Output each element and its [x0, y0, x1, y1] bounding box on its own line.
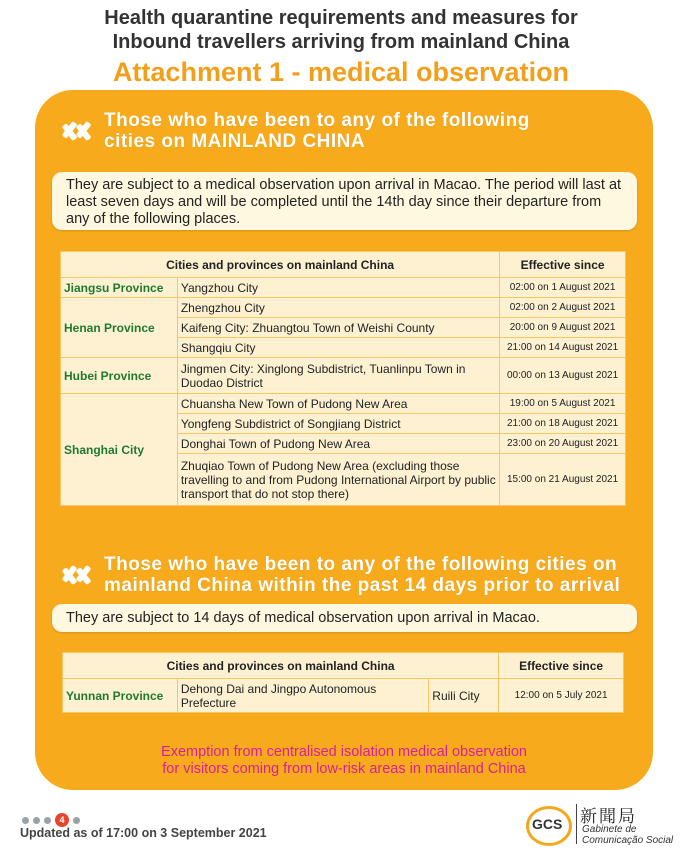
- section2-note: They are subject to 14 days of medical observation upon arrival in Macao.: [52, 604, 637, 632]
- city-cell: Ruili City: [429, 679, 499, 713]
- page-indicator: [22, 813, 80, 827]
- page-dot-active[interactable]: 4: [55, 813, 69, 827]
- gcs-logo-letters: GCS: [532, 816, 563, 832]
- updated-timestamp: Updated as of 17:00 on 3 September 2021: [20, 826, 267, 840]
- page-dot[interactable]: [44, 817, 51, 824]
- area-cell: Dehong Dai and Jingpo Autonomous Prefecture: [177, 679, 428, 713]
- logo-divider: [576, 804, 577, 844]
- col-header-cities: Cities and provinces on mainland China: [63, 653, 499, 679]
- double-chevron-icon: [62, 555, 100, 595]
- effective-cell: 21:00 on 14 August 2021: [500, 338, 626, 358]
- section2-title-line2: mainland China within the past 14 days prior to arrival: [104, 575, 621, 596]
- effective-cell: 02:00 on 2 August 2021: [500, 298, 626, 318]
- province-cell: Henan Province: [61, 298, 178, 358]
- table-row: [63, 679, 624, 713]
- province-cell: Shanghai City: [61, 394, 178, 506]
- effective-cell: 20:00 on 9 August 2021: [500, 318, 626, 338]
- section2-title-line1: Those who have been to any of the following cities on: [104, 554, 618, 575]
- table-row: [61, 298, 626, 318]
- section1-note: They are subject to a medical observation upon arrival in Macao. The period will last at least seven days and will be completed until the 14th day since their departure from any of the following places.: [52, 172, 637, 230]
- city-cell: Shangqiu City: [177, 338, 499, 358]
- logo-chinese-name: 新聞局: [580, 807, 637, 826]
- logo-portuguese-line1: Gabinete de: [582, 824, 637, 835]
- city-cell: Yangzhou City: [177, 278, 499, 298]
- province-cell: Jiangsu Province: [61, 278, 178, 298]
- gcs-logo: [510, 800, 680, 850]
- col-header-cities: Cities and provinces on mainland China: [61, 252, 500, 278]
- province-cell: Hubei Province: [61, 358, 178, 394]
- page-dot[interactable]: [33, 817, 40, 824]
- city-cell: Jingmen City: Xinglong Subdistrict, Tuanlinpu Town in Duodao District: [177, 358, 499, 394]
- effective-cell: 02:00 on 1 August 2021: [500, 278, 626, 298]
- city-cell: Chuansha New Town of Pudong New Area: [177, 394, 499, 414]
- effective-cell: 21:00 on 18 August 2021: [500, 414, 626, 434]
- city-cell: Zhengzhou City: [177, 298, 499, 318]
- section1-heading: [62, 110, 530, 152]
- section1-title-line2: cities on MAINLAND CHINA: [104, 131, 366, 152]
- effective-cell: 19:00 on 5 August 2021: [500, 394, 626, 414]
- city-cell: Zhuqiao Town of Pudong New Area (excluding those travelling to and from Pudong International Airport by public transport that do not stop there): [177, 454, 499, 506]
- col-header-effective: Effective since: [500, 252, 626, 278]
- page-dot[interactable]: [73, 817, 80, 824]
- col-header-effective: Effective since: [499, 653, 624, 679]
- table-row: [61, 278, 626, 298]
- city-cell: Kaifeng City: Zhuangtou Town of Weishi County: [177, 318, 499, 338]
- section1-title-line1: Those who have been to any of the following: [104, 110, 530, 131]
- section2-table: [62, 652, 624, 713]
- section2-heading: [62, 554, 620, 596]
- exemption-line2[interactable]: for visitors coming from low-risk areas in mainland China: [162, 761, 526, 777]
- exemption-link[interactable]: [35, 744, 653, 778]
- double-chevron-icon: [62, 111, 100, 151]
- section1-table: [60, 251, 626, 506]
- city-cell: Yongfeng Subdistrict of Songjiang District: [177, 414, 499, 434]
- page-dot[interactable]: [22, 817, 29, 824]
- logo-portuguese-line2: Comunicação Social: [582, 835, 674, 846]
- effective-cell: 00:00 on 13 August 2021: [500, 358, 626, 394]
- exemption-line1[interactable]: Exemption from centralised isolation medical observation: [161, 744, 527, 760]
- province-cell: Yunnan Province: [63, 679, 178, 713]
- table-row: [61, 358, 626, 394]
- page-title-line2: Inbound travellers arriving from mainland China: [112, 31, 570, 53]
- city-cell: Donghai Town of Pudong New Area: [177, 434, 499, 454]
- effective-cell: 23:00 on 20 August 2021: [500, 434, 626, 454]
- page-subtitle: Attachment 1 - medical observation: [112, 57, 570, 87]
- effective-cell: 12:00 on 5 July 2021: [499, 679, 624, 713]
- page-title-line1: Health quarantine requirements and measures for: [104, 7, 578, 29]
- effective-cell: 15:00 on 21 August 2021: [500, 454, 626, 506]
- table-row: [61, 394, 626, 414]
